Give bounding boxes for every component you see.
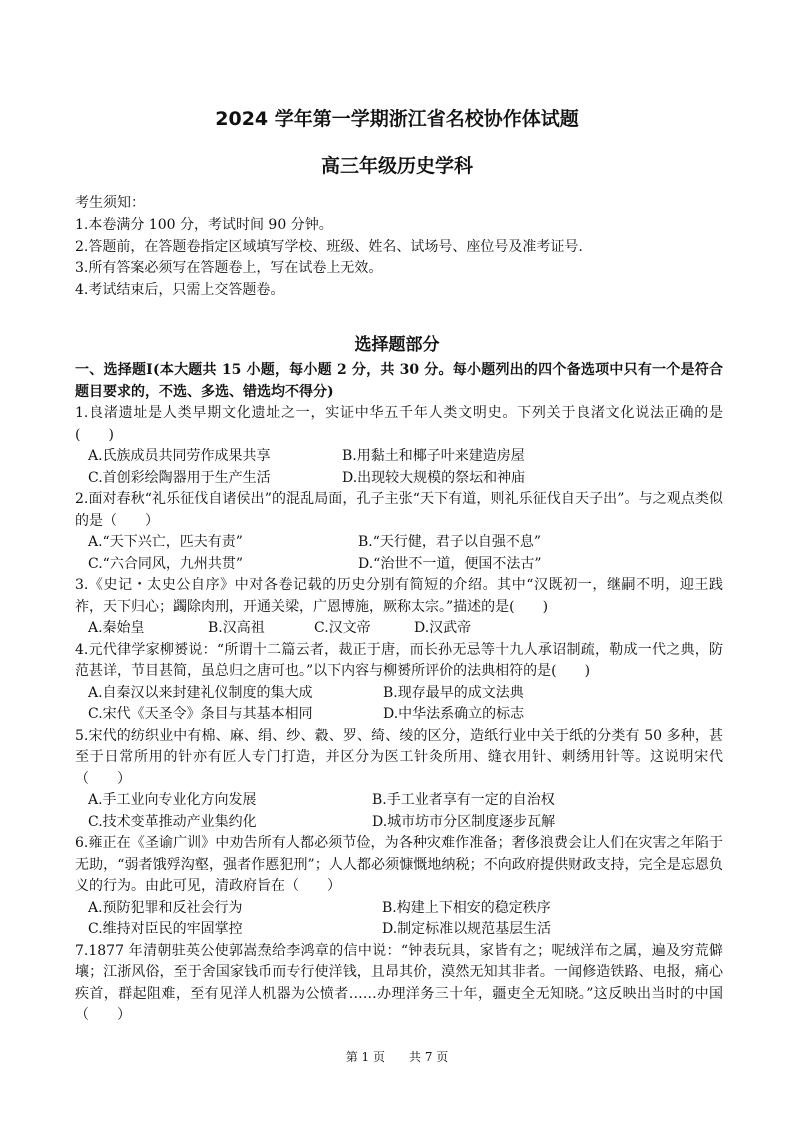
question-options: [88, 898, 723, 920]
option-a: A.秦始皇: [88, 620, 145, 636]
option-d: D.出现较大规模的祭坛和神庙: [342, 469, 526, 486]
option-b: B.用黏土和椰子叶来建造房屋: [342, 448, 525, 464]
option-b: B.汉高祖: [208, 620, 265, 636]
option-c: C.宋代《天圣令》条目与其基本相同: [88, 706, 313, 722]
option-c: C.汉文帝: [314, 620, 371, 636]
exam-notes: [75, 193, 583, 302]
option-a: A.预防犯罪和反社会行为: [88, 899, 243, 916]
part-header: 一、选择题Ⅰ(本大题共 15 小题，每小题 2 分，共 30 分。每小题列出的四个备选项中只有一个是符合题目要求的，不选、多选、错选均不得分): [75, 362, 723, 400]
option-a: A.自秦汉以来封建礼仪制度的集大成: [88, 684, 313, 701]
note-item: 1.本卷满分 100 分，考试时间 90 分钟。: [75, 216, 333, 233]
exam-title: 2024 学年第一学期浙江省名校协作体试题: [215, 108, 579, 130]
question-list: [75, 360, 723, 1027]
question-options: [88, 554, 723, 576]
option-d: D.“治世不一道，便国不法古”: [358, 555, 542, 572]
question-options: [88, 532, 723, 554]
section-title: 选择题部分: [354, 335, 440, 355]
option-a: A.手工业向专业化方向发展: [88, 792, 257, 808]
option-b: B.手工业者享有一定的自治权: [372, 792, 555, 808]
question-stem: 6.雍正在《圣谕广训》中劝告所有人都必须节俭，为各种灾难作准备；奢侈浪费会让人们在灾害之年陷于无助，“弱者饿殍沟壑，强者作慝犯刑”；人人都必须慷慨地纳税；不向政府提供财政支持，完全是忘恩负义的行为。由此可见，清政府旨在（ ）: [75, 835, 723, 894]
option-c: C.“六合同风，九州共贯”: [88, 555, 243, 572]
exam-subtitle: 高三年级历史学科: [320, 155, 473, 177]
page-footer: 第 1 页 共 7 页: [345, 1050, 449, 1064]
option-c: C.首创彩绘陶器用于生产生活: [88, 469, 271, 486]
option-d: D.制定标准以规范基层生活: [382, 921, 552, 937]
question-stem: 7.1877 年清朝驻英公使郭嵩焘给李鸿章的信中说：“钟表玩具，家皆有之；呢绒洋布之属，遍及穷荒僻壤；江浙风俗，至于舍国家钱币而专行使洋钱，且昂其价，漠然无知其非者。一闻修造铁路、电报，痛心疾首，群起阻难，至有见洋人机器为公愤者……办理洋务三十年，疆吏全无知晓。”这反映出当时的中国（ ）: [75, 942, 723, 1023]
option-d: D.城市坊市分区制度逐步瓦解: [372, 813, 556, 830]
question-options: [88, 683, 723, 705]
note-item: 2.答题前，在答题卷指定区域填写学校、班级、姓名、试场号、座位号及准考证号.: [75, 238, 583, 255]
option-c: C.技术变革推动产业集约化: [88, 813, 257, 830]
question-options: [88, 812, 723, 834]
question-options: [88, 790, 723, 812]
option-a: A.“天下兴亡，匹夫有责”: [88, 534, 243, 550]
option-a: A.氏族成员共同劳作成果共享: [88, 448, 271, 464]
question-options: [88, 468, 723, 490]
option-b: B.构建上下相安的稳定秩序: [382, 899, 551, 916]
option-d: D.中华法系确立的标志: [383, 706, 525, 722]
question-options: [88, 618, 723, 640]
question-stem: 5.宋代的纺织业中有棉、麻、绢、纱、縠、罗、绮、绫的区分，造纸行业中关于纸的分类有 50 多种，甚至于日常所用的针亦有匠人专门打造，并区分为医工针灸所用、缝衣用针、刺绣用针等。这说明宋代（ ）: [75, 727, 723, 787]
option-b: B.现存最早的成文法典: [383, 684, 524, 701]
question-options: [88, 446, 723, 468]
note-item: 4.考试结束后，只需上交答题卷。: [75, 282, 285, 299]
question-stem: 1.良渚遗址是人类早期文化遗址之一，实证中华五千年人类文明史。下列关于良渚文化说法正确的是( ): [75, 405, 723, 443]
question-options: [88, 704, 723, 726]
question-stem: 3.《史记・太史公自序》中对各卷记载的历史分别有简短的介绍。其中“汉既初一，继嗣不明，迎王践祚，天下归心；蠲除肉刑，开通关梁，广恩博施，厥称太宗。”描述的是( ): [75, 577, 723, 615]
note-item: 3.所有答案必须写在答题卷上，写在试卷上无效。: [75, 260, 383, 277]
question-stem: 2.面对春秋“礼乐征伐自诸侯出”的混乱局面，孔子主张“天下有道，则礼乐征伐自天子出”。与之观点类似的是（ ）: [75, 491, 723, 529]
option-b: B.“天行健，君子以自强不息”: [358, 534, 542, 550]
question-stem: 4.元代律学家柳赟说：“所谓十二篇云者，裁正于唐，而长孙无忌等十九人承诏制疏，勒成一代之典，防范甚详，节目甚简，虽总归之唐可也。”以下内容与柳赟所评价的法典相符的是( ): [75, 641, 723, 679]
question-options: [88, 919, 723, 941]
notes-heading: 考生须知：: [75, 195, 145, 211]
option-c: C.维持对臣民的牢固掌控: [88, 921, 243, 937]
option-d: D.汉武帝: [414, 620, 472, 636]
